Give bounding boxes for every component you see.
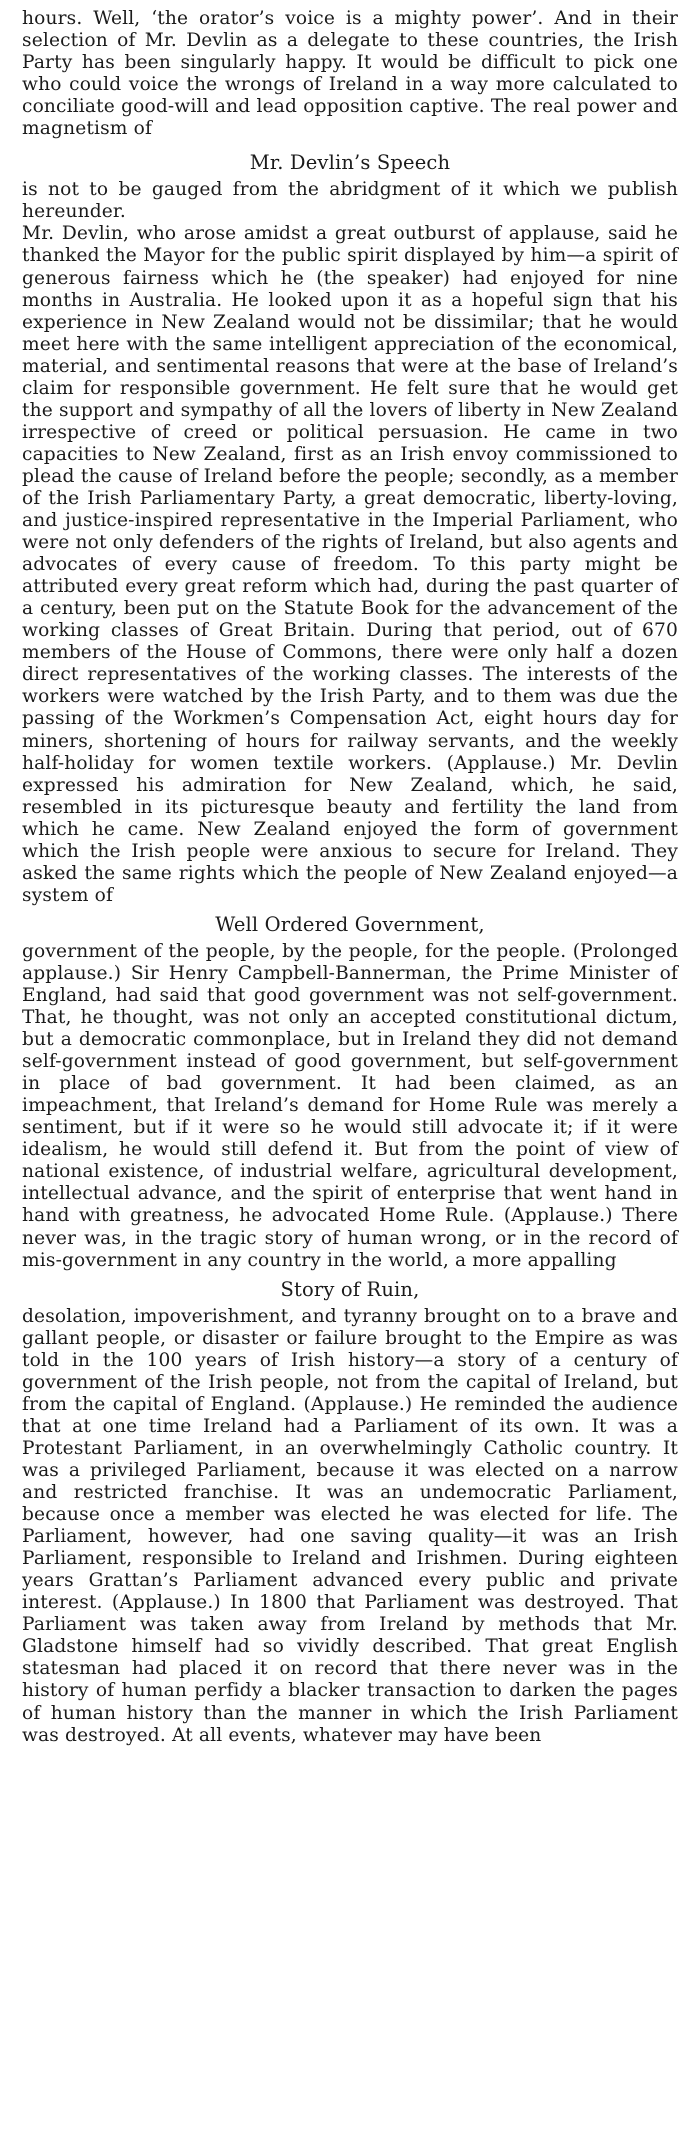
section-heading-well-ordered-government: Well Ordered Government,: [215, 912, 485, 936]
speech-lead-paragraph: is not to be gauged from the abridgment of it which we publish hereunder.: [22, 179, 678, 223]
intro-paragraph: hours. Well, ‘the orator’s voice is a mighty power’. And in their selection of Mr. Devlin as a delegate to these countries, the Irish Party has been singularly happy. It would be difficult to pick one who could voice the wrongs of Ireland in a way more calculated to conciliate good-will and lead opposition captive. The real power and magnetism of: [22, 8, 678, 140]
section-heading-devlins-speech: Mr. Devlin’s Speech: [249, 151, 451, 175]
speech-body-paragraph: Mr. Devlin, who arose amidst a great outburst of applause, said he thanked the Mayor for the public spirit displayed by him—a spirit of generous fairness which he (the speaker) had enjoyed for nine months in Australia. He looked upon it as a hopeful sign that his experience in New Zealand would not be dissimilar; that he would meet here with the same intelligent appreciation of the economical, material, and sentimental reasons that were at the base of Ireland’s claim for responsible government. He felt sure that he would get the support and sympathy of all the lovers of liberty in New Zealand irrespective of creed or political persuasion. He came in two capacities to New Zealand, first as an Irish envoy commissioned to plead the cause of Ireland before the people; secondly, as a member of the Irish Parliamentary Party, a great democratic, liberty-loving, and justice-inspired representative in the Imperial Parliament, who were not only defenders of the rights of Ireland, but also agents and advocates of every cause of freedom. To this party might be attributed every great reform which had, during the past quarter of a century, been put on the Statute Book for the advancement of the working classes of Great Britain. During that period, out of 670 members of the House of Commons, there were only half a dozen direct representatives of the working classes. The interests of the workers were watched by the Irish Party, and to them was due the passing of the Workmen’s Compensation Act, eight hours day for miners, shortening of hours for railway servants, and the weekly half-holiday for women textile workers. (Applause.) Mr. Devlin expressed his admiration for New Zealand, which, he said, resembled in its picturesque beauty and fertility the land from which he came. New Zealand enjoyed the form of government which the Irish people were anxious to secure for Ireland. They asked the same rights which the people of New Zealand enjoyed—a system of: [22, 223, 678, 906]
section-heading-story-of-ruin: Story of Ruin,: [280, 1277, 420, 1301]
ruin-paragraph: desolation, impoverishment, and tyranny brought on to a brave and gallant people, or disaster or failure brought to the Empire as was told in the 100 years of Irish history—a story of a century of government of the Irish people, not from the capital of Ireland, but from the capital of England. (Applause.) He reminded the audience that at one time Ireland had a Parliament of its own. It was a Protestant Parliament, in an overwhelmingly Catholic country. It was a privileged Parliament, because it was elected on a narrow and restricted franchise. It was an undemocratic Parliament, because once a member was elected he was elected for life. The Parliament, however, had one saving quality—it was an Irish Parliament, responsible to Ireland and Irishmen. During eighteen years Grattan’s Parliament advanced every public and private interest. (Applause.) In 1800 that Parliament was destroyed. That Parliament was taken away from Ireland by methods that Mr. Gladstone himself had so vividly described. That great English statesman had placed it on record that there never was in the history of human perfidy a blacker transaction to darken the pages of human history than the manner in which the Irish Parliament was destroyed. At all events, whatever may have been: [22, 1305, 678, 1746]
government-paragraph: government of the people, by the people, for the people. (Prolonged applause.) Sir Henry Campbell-Bannerman, the Prime Minister of England, had said that good government was not self-government. That, he thought, was not only an accepted constitutional dictum, but a democratic commonplace, but in Ireland they did not demand self-government instead of good government, but self-government in place of bad government. It had been claimed, as an impeachment, that Ireland’s demand for Home Rule was merely a sentiment, but if it were so he would still advocate it; if it were idealism, he would still defend it. But from the point of view of national existence, of industrial welfare, agricultural development, intellectual advance, and the spirit of enterprise that went hand in hand with greatness, he advocated Home Rule. (Applause.) There never was, in the tragic story of human wrong, or in the record of mis-government in any country in the world, a more appalling: [22, 940, 678, 1271]
